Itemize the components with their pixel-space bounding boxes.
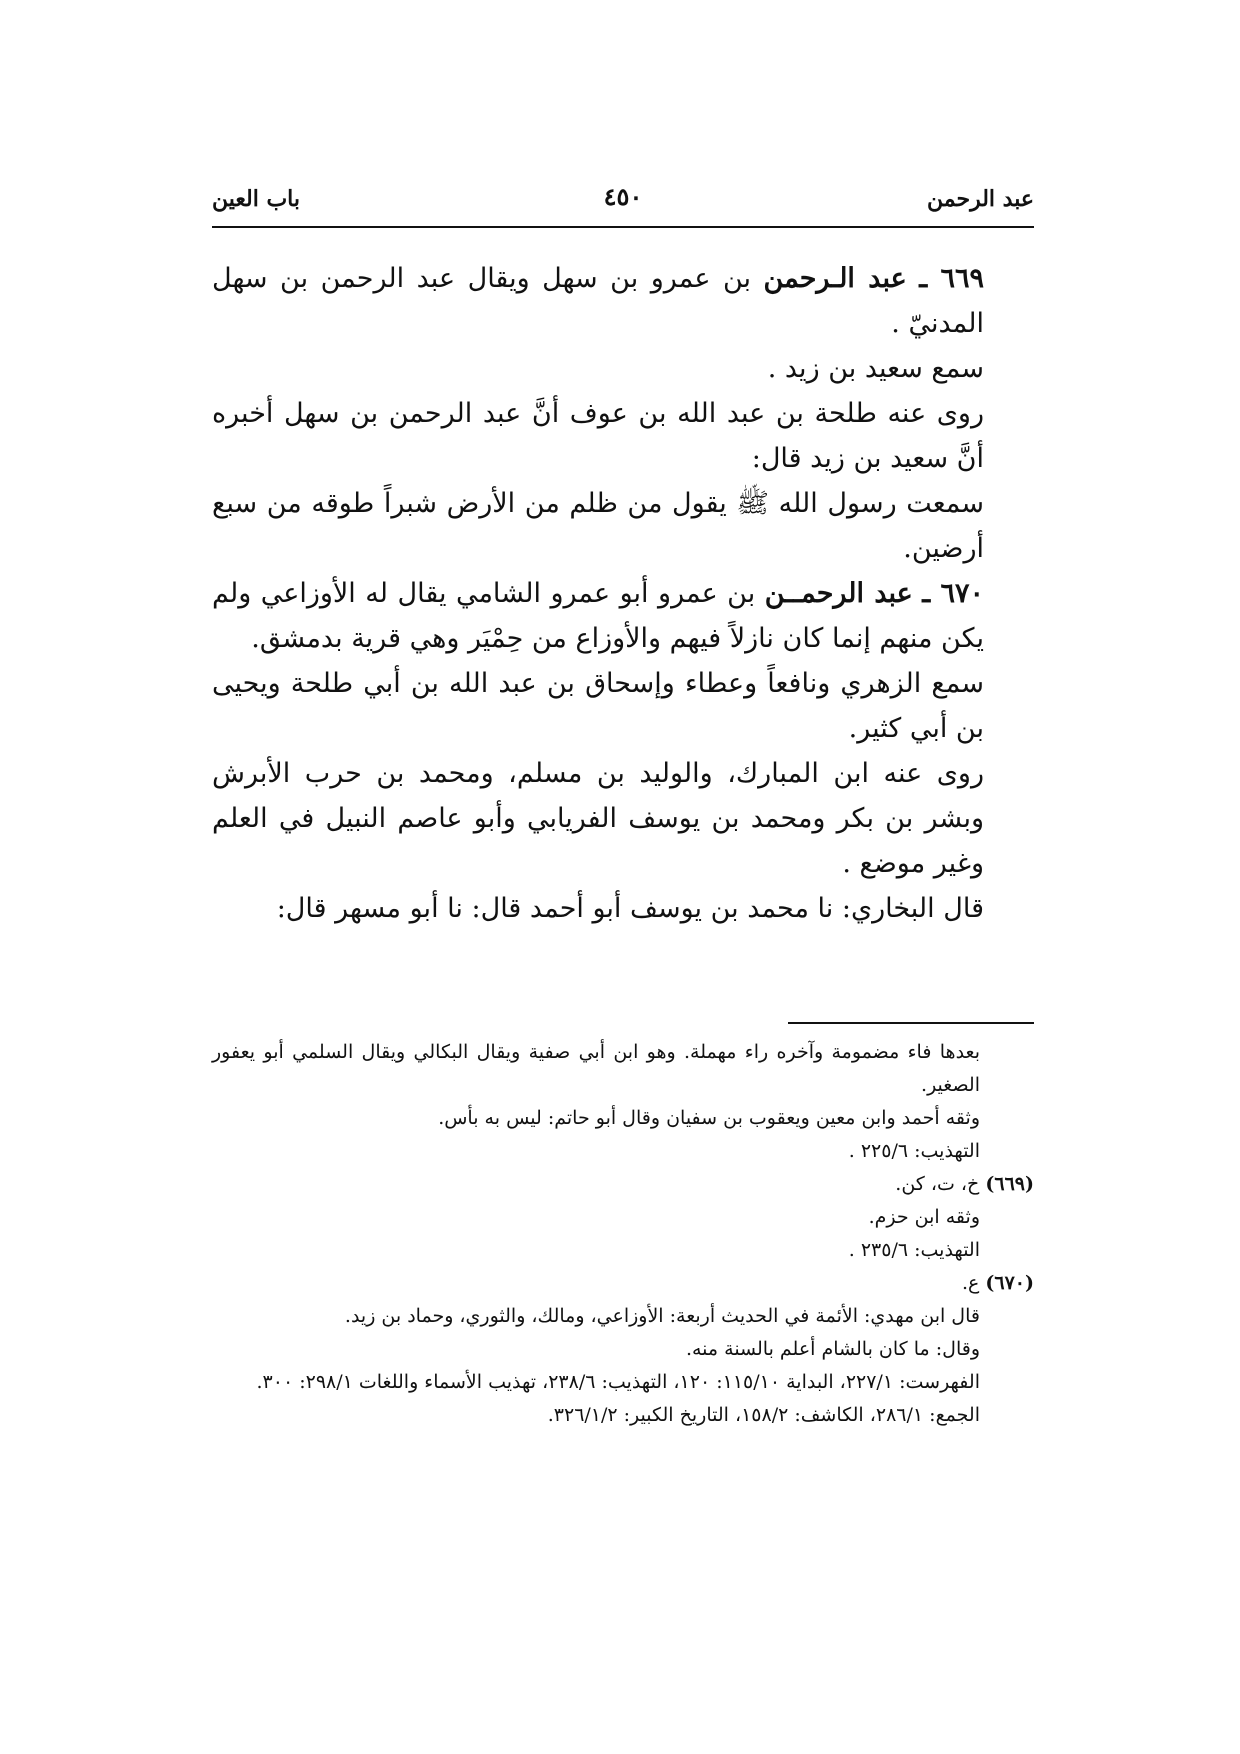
- page-header: [212, 182, 1034, 222]
- main-text: [212, 256, 1034, 931]
- entry-670-bukhari: قال البخاري: نا محمد بن يوسف أبو أحمد قال: نا أبو مسهر قال:: [276, 893, 984, 924]
- footnote-669-line-3: التهذيب: ٢٣٥/٦ .: [848, 1239, 980, 1261]
- footnote-670-ref: (٦٧٠): [985, 1272, 1034, 1294]
- footnotes: [212, 1036, 1034, 1432]
- footnote-670-line-5: الجمع: ٢٨٦/١، الكاشف: ١٥٨/٢، التاريخ الكبير: ٣٢٦/١/٢.: [547, 1404, 980, 1426]
- entry-670-intro-text: بن عمرو أبو عمرو الشامي يقال له الأوزاعي ولم يكن منهم إنما كان نازلاً فيهم والأوزاع من حِمْيَر وهي قرية بدمشق.: [212, 578, 984, 654]
- page-number: ٤٥٠: [603, 182, 643, 211]
- entry-669-name: عبد الـرحمن: [763, 263, 907, 294]
- footnote-669-codes: خ، ت، كن.: [895, 1173, 980, 1195]
- footnote-670-codes: ع.: [961, 1272, 980, 1294]
- entry-670-narrators: روى عنه ابن المبارك، والوليد بن مسلم، ومحمد بن حرب الأبرش وبشر بن بكر ومحمد بن يوسف الفريابي وأبو عاصم النبيل في العلم وغير موضع .: [212, 758, 984, 879]
- footnote-670-line-2: قال ابن مهدي: الأئمة في الحديث أربعة: الأوزاعي، ومالك، والثوري، وحماد بن زيد.: [344, 1305, 980, 1327]
- footnote-670-line-4: الفهرست: ٢٢٧/١، البداية ١١٥/١٠: ١٢٠، التهذيب: ٢٣٨/٦، تهذيب الأسماء واللغات ٢٩٨/١: ٣٠٠.: [256, 1371, 980, 1393]
- entry-669-heard: سمع سعيد بن زيد .: [767, 353, 984, 384]
- footnote-divider: [788, 1022, 1034, 1024]
- entry-670-number: ٦٧٠ ـ: [922, 578, 984, 609]
- entry-670-intro: [212, 571, 1034, 661]
- footnote-669: [212, 1168, 1034, 1201]
- running-head-left: باب العين: [212, 186, 301, 212]
- footnote-continued-1: بعدها فاء مضمومة وآخره راء مهملة. وهو ابن أبي صفية ويقال البكالي ويقال السلمي أبو يعفور الصغير.: [212, 1041, 980, 1096]
- footnote-670-line-3: وقال: ما كان بالشام أعلم بالسنة منه.: [685, 1338, 980, 1360]
- footnote-continued-3: التهذيب: ٢٢٥/٦ .: [848, 1140, 980, 1162]
- entry-669-hadith: سمعت رسول الله ﷺ يقول من ظلم من الأرض شبراً طوقه من سبع أرضين.: [212, 488, 984, 564]
- entry-670-name: عبد الرحمــن: [764, 578, 913, 609]
- footnote-669-ref: (٦٦٩): [985, 1173, 1034, 1195]
- footnote-670: [212, 1267, 1034, 1300]
- footnote-continued-2: وثقه أحمد وابن معين ويعقوب بن سفيان وقال أبو حاتم: ليس به بأس.: [438, 1107, 980, 1129]
- entry-670-heard: سمع الزهري ونافعاً وعطاء وإسحاق بن عبد الله بن أبي طلحة ويحيى بن أبي كثير.: [212, 668, 984, 744]
- footnote-669-line-2: وثقه ابن حزم.: [868, 1206, 980, 1228]
- header-divider: [212, 226, 1034, 228]
- entry-669-intro-text: بن عمرو بن سهل ويقال عبد الرحمن بن سهل المدنيّ .: [212, 263, 984, 339]
- running-head-right: عبد الرحمن: [927, 186, 1034, 212]
- entry-669-intro: [212, 256, 1034, 346]
- entry-669-narrators: روى عنه طلحة بن عبد الله بن عوف أنَّ عبد الرحمن بن سهل أخبره أنَّ سعيد بن زيد قال:: [212, 398, 984, 474]
- entry-669-number: ٦٦٩ ـ: [919, 263, 984, 294]
